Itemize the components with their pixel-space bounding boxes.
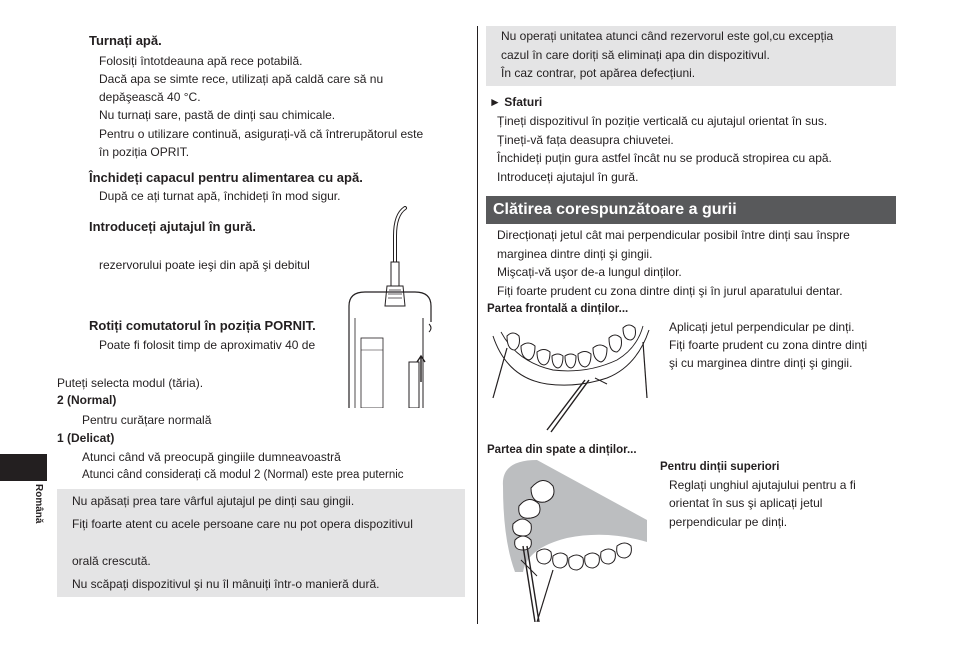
front-line: Fiți foarte prudent cu zona dintre dinți bbox=[669, 338, 868, 352]
upper-line: Reglați unghiul ajutajului pentru a fi bbox=[669, 478, 856, 492]
warn-line: orală crescută. bbox=[72, 554, 151, 568]
rotate-heading: Rotiți comutatorul în poziția PORNIT. bbox=[89, 318, 316, 333]
rotate-line: Poate fi folosit timp de aproximativ 40 de bbox=[99, 338, 316, 352]
tips-line: Închideți puțin gura astfel încât nu se producă stropirea cu apă. bbox=[497, 151, 832, 165]
insert-heading: Introduceți ajutajul în gură. bbox=[89, 219, 256, 234]
fill-line: depăşească 40 °C. bbox=[99, 90, 201, 104]
mode-intro: Puteți selecta modul (tăria). bbox=[57, 376, 204, 390]
section-line: marginea dintre dinți şi gingii. bbox=[497, 247, 653, 261]
fill-line: Folosiți întotdeauna apă rece potabilă. bbox=[99, 54, 303, 68]
language-tab bbox=[0, 454, 47, 481]
tips-line: Țineți dispozitivul în poziție verticală cu ajutajul orientat în sus. bbox=[497, 114, 828, 128]
fill-line: Dacă apa se simte rece, utilizați apă caldă care să nu bbox=[99, 72, 384, 86]
tips-line: Introduceți ajutajul în gură. bbox=[497, 170, 639, 184]
warn-line: Nu apăsați prea tare vârful ajutajul pe dinți sau gingii. bbox=[72, 494, 355, 508]
right-warn-line: În caz contrar, pot apărea defecțiuni. bbox=[501, 66, 696, 80]
close-heading: Închideți capacul pentru alimentarea cu apă. bbox=[89, 170, 363, 185]
language-label: Română bbox=[33, 484, 44, 524]
fill-line: în poziția OPRIT. bbox=[99, 145, 190, 159]
mode1-note: Atunci când considerați că modul 2 (Normal) este prea puternic bbox=[82, 469, 404, 481]
tips-heading: ► Sfaturi bbox=[489, 95, 543, 109]
mode1-label: 1 (Delicat) bbox=[57, 431, 115, 445]
upper-line: orientat în sus şi aplicați jetul bbox=[669, 496, 823, 510]
irrigator-illustration bbox=[343, 206, 435, 408]
fill-line: Nu turnați sare, pastă de dinți sau chimicale. bbox=[99, 108, 336, 122]
warn-line: Fiți foarte atent cu acele persoane care nu pot opera dispozitivul bbox=[72, 517, 413, 531]
column-divider bbox=[477, 26, 478, 624]
fill-heading: Turnați apă. bbox=[89, 33, 162, 48]
mode2-label: 2 (Normal) bbox=[57, 393, 117, 407]
front-teeth-illustration bbox=[487, 318, 657, 436]
section-line: Direcționați jetul cât mai perpendicular posibil între dinți sau înspre bbox=[497, 228, 850, 242]
warn-line: Nu scăpați dispozitivul şi nu îl mânuiți într-o manieră dură. bbox=[72, 577, 380, 591]
close-line: După ce ați turnat apă, închideți în mod sigur. bbox=[99, 189, 341, 203]
front-line: şi cu marginea dintre dinți şi gingii. bbox=[669, 356, 853, 370]
right-warn-line: Nu operați unitatea atunci când rezervorul este gol,cu excepția bbox=[501, 29, 834, 43]
front-heading: Partea frontală a dinților... bbox=[487, 303, 629, 315]
upper-heading: Pentru dinții superiori bbox=[660, 461, 780, 473]
back-teeth-illustration bbox=[497, 460, 659, 622]
right-warn-line: cazul în care doriți să eliminați apa din dispozitivul. bbox=[501, 48, 770, 62]
back-heading: Partea din spate a dinților... bbox=[487, 444, 637, 456]
upper-line: perpendicular pe dinți. bbox=[669, 515, 788, 529]
fill-line: Pentru o utilizare continuă, asigurați-vă că întrerupătorul este bbox=[99, 127, 424, 141]
section-title: Clătirea corespunzătoare a gurii bbox=[493, 201, 737, 218]
mode2-desc: Pentru curățare normală bbox=[82, 413, 212, 427]
section-line: Fiți foarte prudent cu zona dintre dinți şi în jurul aparatului dentar. bbox=[497, 284, 843, 298]
mode1-desc: Atunci când vă preocupă gingiile dumneavoastră bbox=[82, 450, 341, 464]
section-line: Mişcați-vă uşor de-a lungul dinților. bbox=[497, 265, 682, 279]
front-line: Aplicați jetul perpendicular pe dinți. bbox=[669, 320, 855, 334]
tips-line: Țineți-vă fața deasupra chiuvetei. bbox=[497, 133, 674, 147]
insert-line: rezervorului poate ieşi din apă şi debitul bbox=[99, 258, 310, 272]
